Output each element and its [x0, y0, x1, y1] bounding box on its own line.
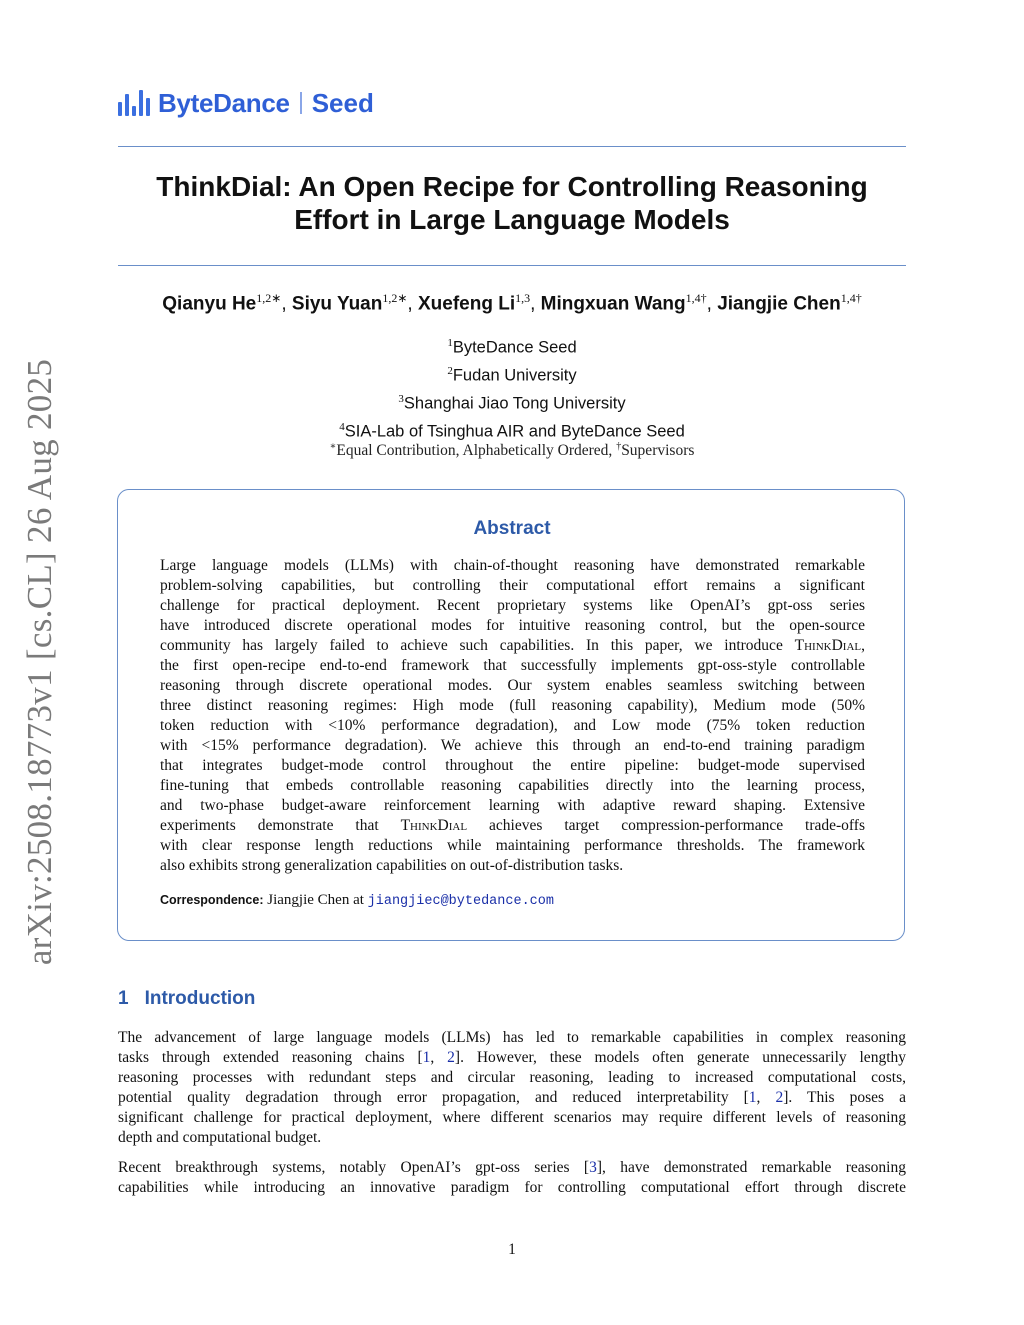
author-marks: 1,3	[515, 291, 531, 305]
citation-link[interactable]: 3	[589, 1159, 597, 1176]
intro-paragraph-1	[118, 1028, 906, 1148]
correspondence-text: Jiangjie Chen at	[267, 892, 364, 908]
section-title: Introduction	[144, 988, 256, 1009]
affiliation-list	[118, 332, 906, 444]
author-marks: 1,2∗	[256, 291, 282, 305]
text-line: with <15% performance degradation). We achieve this through an end-to-end training paradigm	[160, 737, 865, 754]
text-line: potential quality degradation through error propagation, and reduced interpretability [1, 2]. This poses a	[118, 1089, 906, 1106]
author-marks: 1,4†	[840, 291, 862, 305]
logo-product-text: Seed	[311, 87, 374, 118]
paper-title	[118, 170, 906, 236]
citation-link[interactable]: 2	[447, 1049, 455, 1066]
correspondence-email-link[interactable]: jiangjiec@bytedance.com	[367, 894, 554, 909]
author-name: Mingxuan Wang	[540, 293, 686, 315]
text-line: challenge for practical deployment. Recent proprietary systems like OpenAI’s gpt-oss series	[160, 597, 865, 614]
correspondence-label: Correspondence:	[160, 893, 264, 907]
logo-bars-icon	[118, 90, 150, 116]
text-line: that integrates budget-mode control throughout the entire pipeline: budget-mode supervised	[160, 757, 865, 774]
affiliation: $^1$ByteDance Seed	[447, 337, 577, 357]
text-line: the first open-recipe end-to-end framework that successfully implements gpt-oss-style controllable	[160, 657, 865, 674]
logo-brand-text: ByteDance	[158, 87, 290, 118]
text-line: community has largely failed to achieve such capabilities. In this paper, we introduce ThinkDial,	[160, 637, 865, 654]
affiliation: $^3$Shanghai Jiao Tong University	[398, 393, 626, 413]
author-name: Qianyu He	[162, 293, 257, 315]
author-marks: 1,4†	[685, 291, 707, 305]
title-line: ThinkDial: An Open Recipe for Controlling Reasoning	[156, 171, 868, 202]
logo-divider	[300, 92, 302, 114]
text-line: problem-solving capabilities, but controlling their computational effort remains a significant	[160, 577, 865, 594]
author-name: Xuefeng Li	[417, 293, 516, 315]
section-number: 1	[118, 988, 129, 1009]
text-line: significant challenge for practical deployment, where different scenarios may require different levels of reasoning	[118, 1109, 906, 1126]
text-line: have introduced discrete operational modes for intuitive reasoning control, but the open-source	[160, 617, 865, 634]
citation-link[interactable]: 1	[748, 1089, 757, 1106]
text-line: and two-phase budget-aware reinforcement learning with adaptive reward shaping. Extensive	[160, 797, 865, 814]
author-marks: 1,2∗	[382, 291, 408, 305]
affiliation: $^4$SIA-Lab of Tsinghua AIR and ByteDance Seed	[339, 421, 685, 441]
text-line: Recent breakthrough systems, notably OpenAI’s gpt-oss series [3], have demonstrated remarkable reasoning	[118, 1159, 906, 1176]
text-line: with clear response length reductions while maintaining performance thresholds. The framework	[160, 837, 865, 854]
text-line: reasoning processes with redundant steps and circular reasoning, leading to increased computational costs,	[118, 1069, 906, 1086]
correspondence	[160, 892, 554, 909]
text-line: three distinct reasoning regimes: High mode (full reasoning capability), Medium mode (50%	[160, 697, 865, 714]
text-line: experiments demonstrate that ThinkDial achieves target compression-performance trade-offs	[160, 817, 865, 834]
text-line: depth and computational budget.	[118, 1129, 322, 1146]
abstract-body	[160, 556, 865, 876]
title-line: Effort in Large Language Models	[294, 204, 730, 235]
text-line: The advancement of large language models (LLMs) has led to remarkable capabilities in complex reasoning	[118, 1029, 906, 1046]
text-line: token reduction with <10% performance degradation), and Low mode (75% token reduction	[160, 717, 865, 734]
header-rule-bottom	[118, 265, 906, 266]
text-line: tasks through extended reasoning chains [1, 2]. However, these models often generate unnecessarily lengthy	[118, 1049, 906, 1066]
header-rule-top	[118, 146, 906, 147]
affiliation: $^2$Fudan University	[447, 365, 577, 385]
citation-link[interactable]: 1	[422, 1049, 431, 1066]
abstract-heading: Abstract	[473, 518, 551, 539]
author-name: Jiangjie Chen	[717, 293, 841, 315]
text-line: reasoning through discrete operational modes. Our system enables seamless switching between	[160, 677, 865, 694]
intro-paragraph-2	[118, 1158, 906, 1198]
page-number: 1	[508, 1241, 516, 1258]
text-line: fine-tuning that embeds controllable reasoning capabilities directly into the learning process,	[160, 777, 865, 794]
author-name: Siyu Yuan	[291, 293, 383, 315]
text-line: Large language models (LLMs) with chain-of-thought reasoning have demonstrated remarkable	[160, 557, 865, 574]
citation-link[interactable]: 2	[775, 1089, 784, 1106]
bytedance-seed-logo	[118, 87, 374, 119]
section-heading-introduction	[118, 988, 255, 1010]
text-line: capabilities while introducing an innovative paradigm for controlling computational effort through discrete	[118, 1179, 906, 1196]
contribution-note: ∗Equal Contribution, Alphabetically Ordered, †Supervisors	[329, 441, 695, 460]
arxiv-identifier: arXiv:2508.18773v1 [cs.CL] 26 Aug 2025	[20, 358, 59, 966]
author-list: Qianyu $He^{1,2∗}$, Siyu Yuan$^{1,2∗}$, Xuefeng Li$^{1,3}$, Mingxuan Wang$^{1,4\dagger}$, Jiangjie Chen$^{1,4\dagger}$	[162, 291, 862, 315]
text-line: also exhibits strong generalization capabilities on out-of-distribution tasks.	[160, 857, 624, 874]
